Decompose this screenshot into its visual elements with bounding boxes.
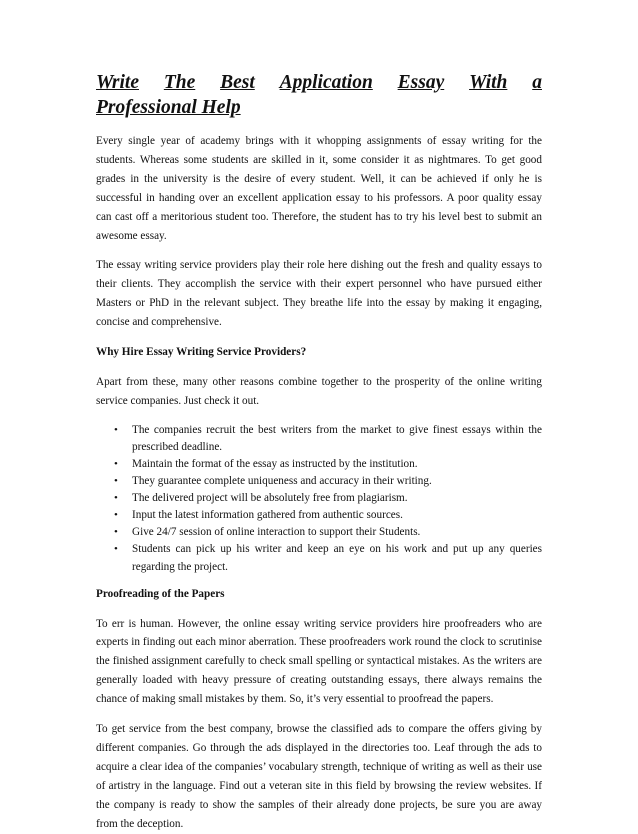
list-item-text: The delivered project will be absolutely free from plagiarism. — [132, 492, 408, 505]
closing-paragraph: To get service from the best company, browse the classified ads to compare the offers giving by different companies. Go through the ads displayed in the directories too. Leaf through the ads to acquire a clear idea of the companies’ vocabulary strength, technique of writing as well as their use of artistry in the language. Find out a veteran site in this field by browsing the review websites. If the company is ready to show the samples of their already done projects, be sure you are away from the deception. — [96, 723, 542, 830]
bullet-icon: • — [114, 526, 118, 539]
proofreading-paragraph: To err is human. However, the online essay writing service providers hire proofreaders who are experts in finding out each minor aberration. These proofreaders work round the clock to scrutinise the finished assignment carefully to check small spelling or syntactical mistakes. As the writers are generally loaded with heavy pressure of creating outstanding essays, there always remains the chance of making small mistakes by them. So, it’s very essential to proofread the papers. — [96, 617, 542, 706]
list-item-text: Maintain the format of the essay as instructed by the institution. — [132, 457, 418, 470]
title-word: The — [163, 72, 196, 93]
title-word: Application — [279, 72, 373, 93]
document-title — [96, 70, 542, 120]
bullet-icon: • — [114, 475, 118, 488]
intro-paragraph: Every single year of academy brings with it whopping assignments of essay writing for the students. Whereas some students are skilled in it, some consider it as nightmares. To get good grades in the university is the desire of every student. Well, it can be achieved if only he is successful in handing over an excellent application essay to his professors. A poor quality essay can cast off a meritorious student too. Therefore, the student has to try his level best to submit an awesome essay. — [96, 135, 542, 242]
list-item-text: The companies recruit the best writers from the market to give finest essays within the prescribed deadline. — [132, 423, 542, 453]
list-item — [114, 422, 542, 456]
list-item-text: Students can pick up his writer and keep an eye on his work and put up any queries regarding the project. — [132, 543, 542, 573]
title-line-1 — [96, 70, 542, 95]
section-intro-paragraph: Apart from these, many other reasons combine together to the prosperity of the online writing service companies. Just check it out. — [96, 375, 542, 407]
section-heading-proofreading: Proofreading of the Papers — [96, 587, 225, 600]
list-item — [114, 541, 542, 575]
title-word: With — [469, 72, 508, 93]
list-item — [114, 507, 542, 524]
section-heading-why-hire: Why Hire Essay Writing Service Providers? — [96, 346, 307, 359]
list-item-text: Give 24/7 session of online interaction to support their Students. — [132, 526, 421, 539]
title-word: Essay — [397, 72, 445, 93]
list-item — [114, 473, 542, 490]
title-word: a — [532, 72, 542, 93]
list-item — [114, 490, 542, 507]
list-item — [114, 456, 542, 473]
list-item-text: Input the latest information gathered from authentic sources. — [132, 509, 403, 522]
list-item-text: They guarantee complete uniqueness and accuracy in their writing. — [132, 475, 432, 488]
bullet-icon: • — [114, 492, 118, 505]
bullet-icon: • — [114, 543, 118, 556]
bullet-icon: • — [114, 457, 118, 470]
title-word: Best — [220, 72, 255, 93]
bullet-icon: • — [114, 509, 118, 522]
title-line-2: Professional Help — [96, 97, 241, 118]
bullet-icon: • — [114, 423, 118, 436]
service-paragraph: The essay writing service providers play their role here dishing out the fresh and quality essays to their clients. They accomplish the service with their expert personnel who have pursued either Masters or PhD in the relevant subject. They breathe life into the essay by making it engaging, concise and comprehensive. — [96, 259, 542, 329]
reasons-bullet-list — [96, 422, 542, 576]
title-word: Write — [96, 72, 139, 93]
list-item — [114, 524, 542, 541]
